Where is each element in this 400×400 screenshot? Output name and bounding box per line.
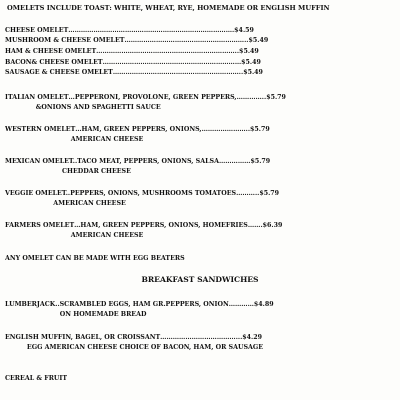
cereal-fruit: CEREAL & FRUIT — [5, 375, 68, 382]
breakfast-sandwiches-heading: BREAKFAST SANDWICHES — [141, 275, 259, 284]
veggie-omelet-detail: AMERICAN CHEESE — [5, 200, 126, 207]
english-muffin-sandwich-detail: EGG AMERICAN CHEESE CHOICE OF BACON, HAM, OR SAUSAGE — [5, 344, 264, 351]
lumberjack-sandwich-detail: ON HOMEMADE BREAD — [5, 311, 147, 318]
veggie-omelet: VEGGIE OMELET..PEPPERS, ONIONS, MUSHROOMS TOMATOES………..$5.79 — [5, 190, 280, 197]
western-omelet: WESTERN OMELET…HAM, GREEN PEPPERS, ONIONS,…………………..$5.79 — [5, 126, 270, 133]
western-omelet-detail: AMERICAN CHEESE — [5, 136, 144, 143]
ham-cheese-omelet: HAM & CHEESE OMELET…………………………………………………………..$5.49 — [5, 48, 259, 55]
menu-header: OMELETS INCLUDE TOAST: WHITE, WHEAT, RYE, HOMEMADE OR ENGLISH MUFFIN — [7, 4, 330, 12]
farmers-omelet: FARMERS OMELET…HAM, GREEN PEPPERS, ONIONS, HOMEFRIES…….$6.39 — [5, 222, 283, 229]
cheese-omelet: CHEESE OMELET…………………………………………………………………….$4.59 — [5, 27, 254, 34]
mushroom-cheese-omelet: MUSHROOM & CHEESE OMELET…………………………………………………..$5.49 — [5, 37, 269, 44]
farmers-omelet-detail: AMERICAN CHEESE — [5, 232, 144, 239]
sausage-cheese-omelet: SAUSAGE & CHEESE OMELET……………………………………………………..$5.49 — [5, 69, 263, 76]
lumberjack-sandwich: LUMBERJACK..SCRAMBLED EGGS, HAM GR.PEPPERS, ONION…………$4.89 — [5, 301, 274, 308]
egg-beaters-note: ANY OMELET CAN BE MADE WITH EGG BEATERS — [5, 255, 185, 262]
mexican-omelet: MEXICAN OMELET..TACO MEAT, PEPPERS, ONIONS, SALSA……………$5.79 — [5, 158, 271, 165]
mexican-omelet-detail: CHEDDAR CHEESE — [5, 168, 131, 175]
english-muffin-sandwich: ENGLISH MUFFIN, BAGEL, OR CROISSANT………………………………...$4.29 — [5, 334, 263, 341]
bacon-cheese-omelet: BACON& CHEESE OMELET…………………………………………………………$5.49 — [5, 59, 261, 66]
italian-omelet: ITALIAN OMELET…PEPPERONI, PROVOLONE, GREEN PEPPERS,…………..$5.79 — [5, 94, 286, 101]
italian-omelet-detail: &ONIONS AND SPAGHETTI SAUCE — [5, 104, 161, 111]
